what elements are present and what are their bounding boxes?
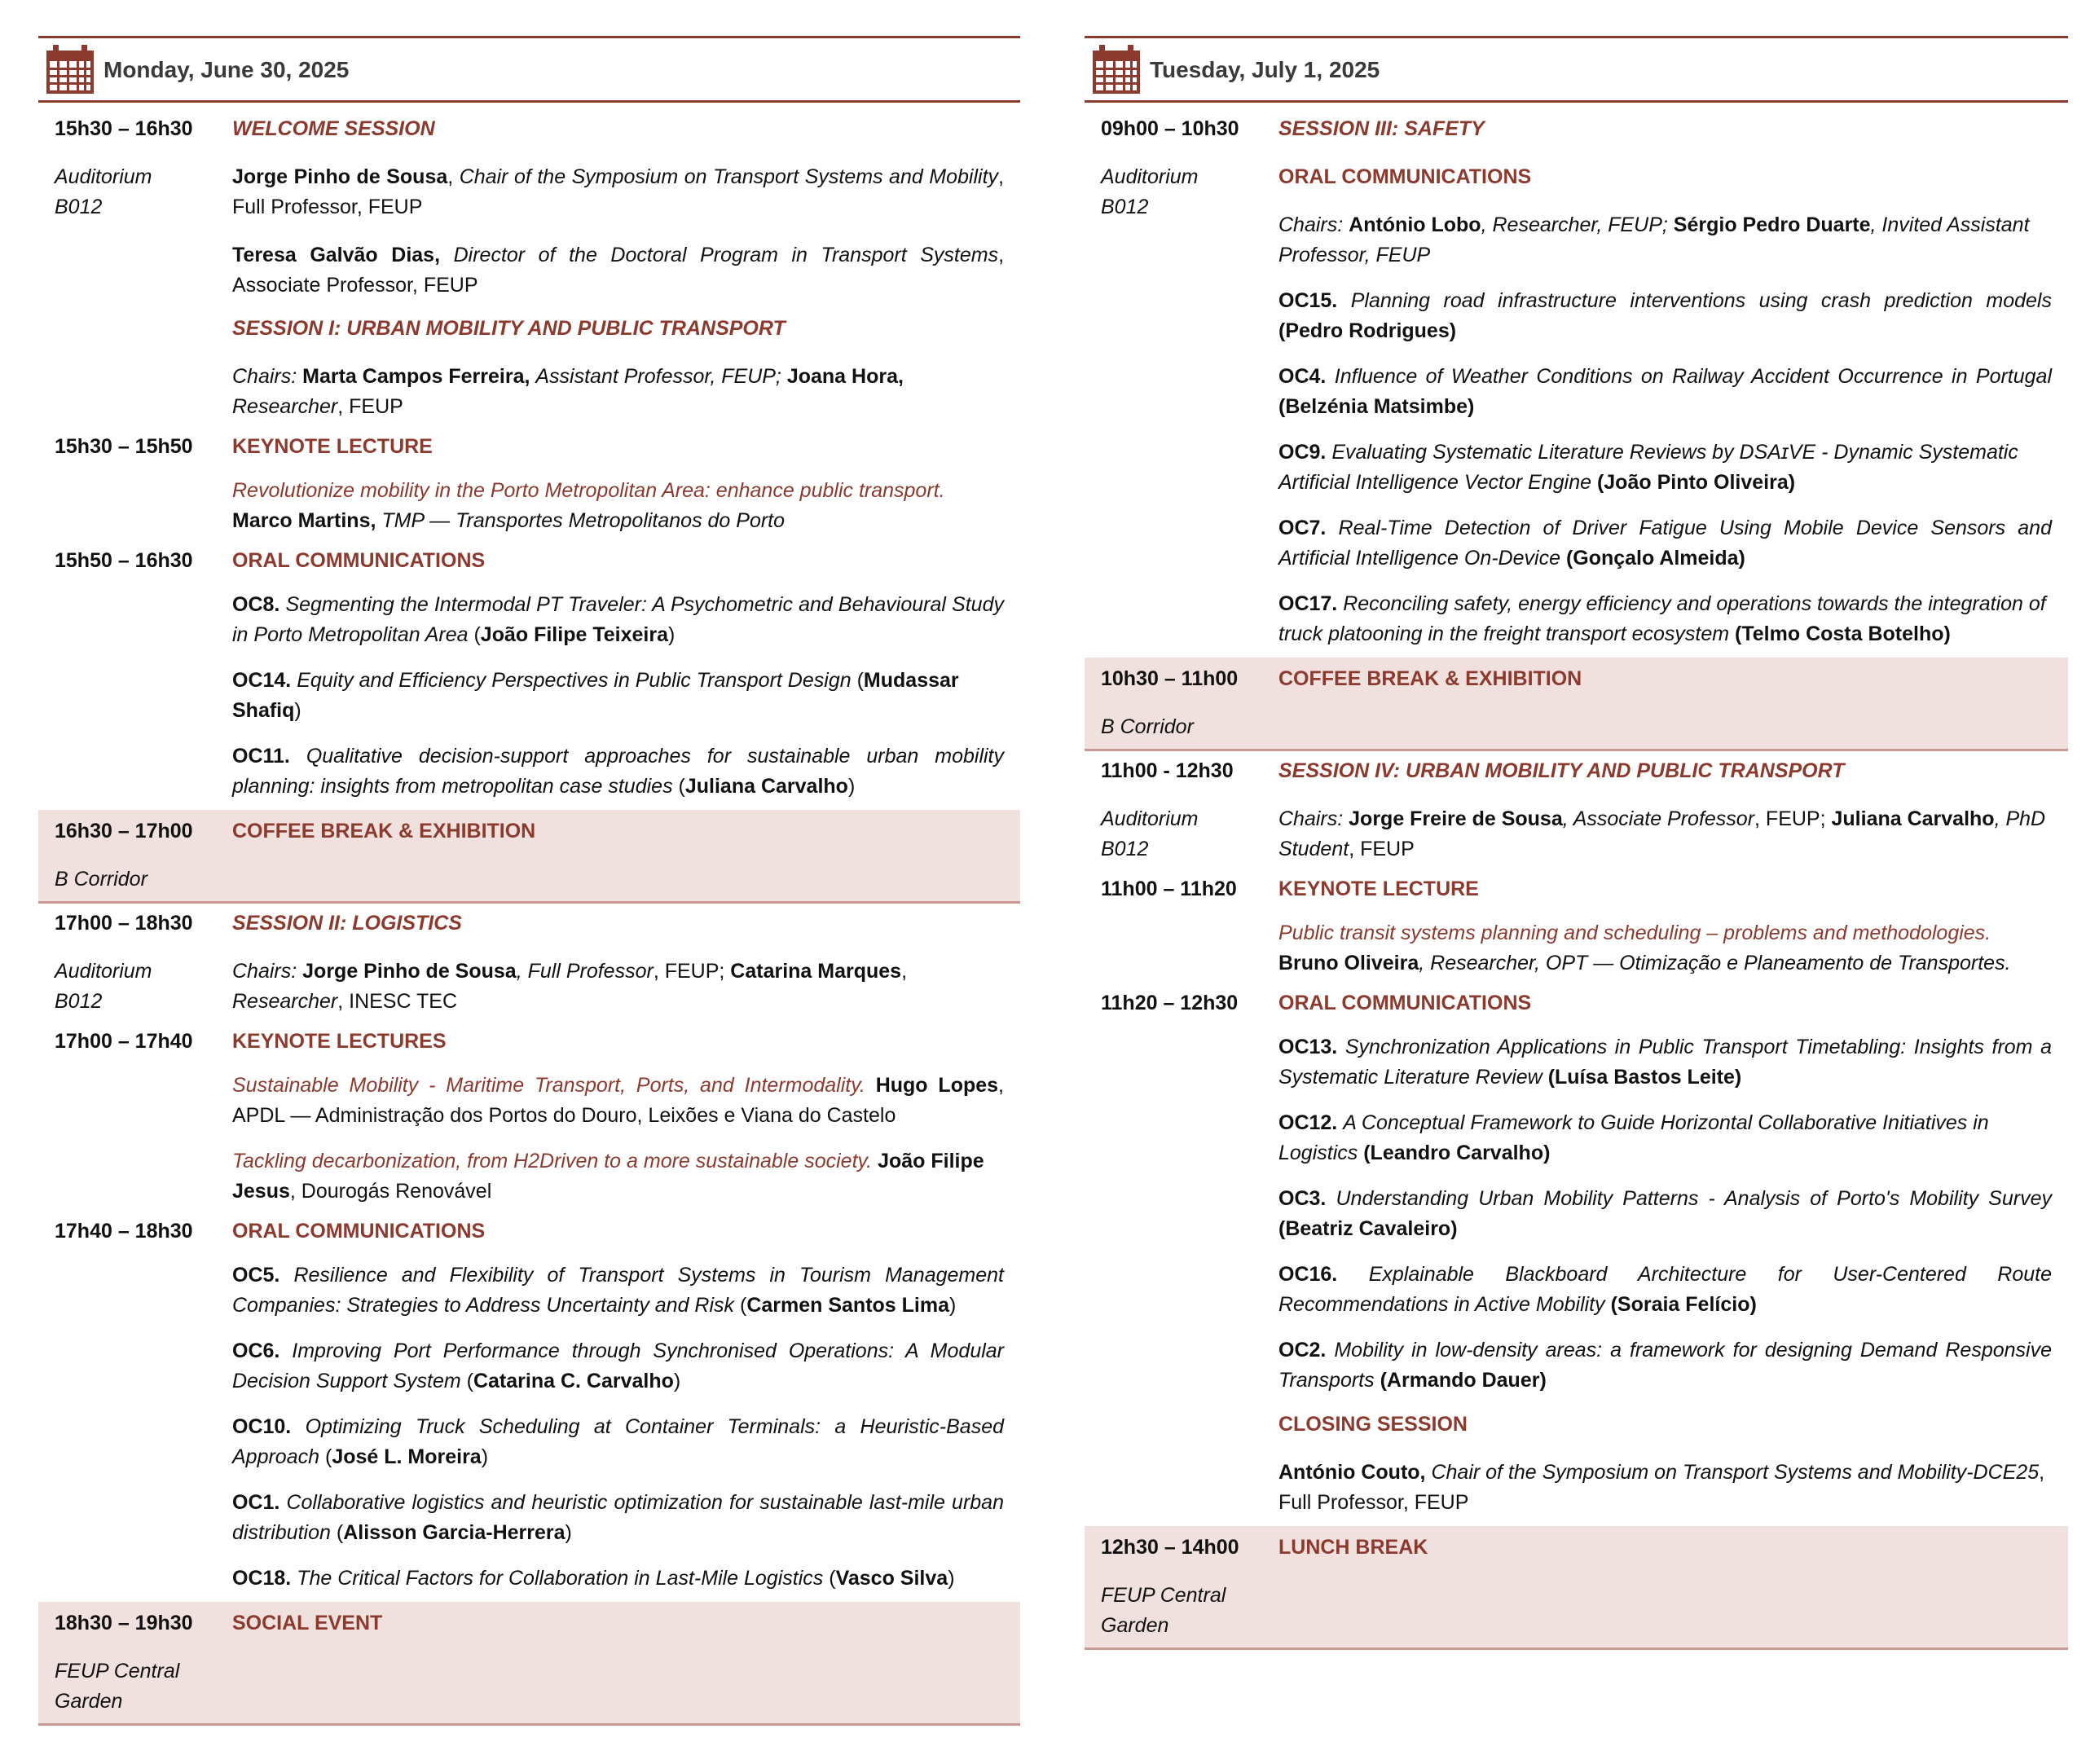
venue: Auditorium B012 (55, 165, 152, 218)
venue: B Corridor (1101, 715, 1194, 738)
time-slot: 15h50 – 16h30 (55, 549, 193, 572)
monday-column (38, 36, 1020, 1726)
oral-item: OC1. Collaborative logistics and heuristic optimization for sustainable last-mile urban distribution (Alisson Garcia-Herrera) (232, 1491, 1004, 1544)
calendar-icon (46, 45, 94, 94)
section-heading: SOCIAL EVENT (232, 1612, 383, 1634)
time-slot: 17h00 – 17h40 (55, 1030, 193, 1053)
time-slot: 17h40 – 18h30 (55, 1220, 193, 1243)
venue: FEUP Central Garden (1101, 1584, 1226, 1637)
section-heading: LUNCH BREAK (1278, 1536, 1428, 1559)
time-slot: 11h00 - 12h30 (1101, 759, 1234, 782)
time-slot: 10h30 – 11h00 (1101, 667, 1239, 690)
venue: Auditorium B012 (1101, 165, 1199, 218)
chairs-line: Chairs: António Lobo, Researcher, FEUP; Sérgio Pedro Duarte, Invited Assistant Professor, FEUP (1278, 213, 2030, 266)
oral-item: OC15. Planning road infrastructure interventions using crash prediction models (Pedro Rodrigues) (1278, 289, 2052, 342)
section-heading: ORAL COMMUNICATIONS (232, 549, 486, 572)
session-heading: SESSION I: URBAN MOBILITY AND PUBLIC TRANSPORT (232, 317, 786, 340)
section-heading: KEYNOTE LECTURE (232, 435, 433, 458)
oral-item: OC7. Real-Time Detection of Driver Fatigue Using Mobile Device Sensors and Artificial Intelligence On-Device (Gonçalo Almeida) (1278, 517, 2052, 570)
chairs-line: Chairs: Jorge Pinho de Sousa, Full Professor, FEUP; Catarina Marques, Researcher, INESC TEC (232, 960, 908, 1013)
time-slot: 11h20 – 12h30 (1101, 992, 1239, 1014)
section-heading: CLOSING SESSION (1278, 1413, 1468, 1436)
speaker-entry: Jorge Pinho de Sousa, Chair of the Symposium on Transport Systems and Mobility, Full Professor, FEUP (232, 165, 1004, 218)
keynote-talk: Sustainable Mobility - Maritime Transport, Ports, and Intermodality. Hugo Lopes, APDL — Administração dos Portos do Douro, Leixões e Viana do Castelo (232, 1074, 1004, 1127)
oral-item: OC5. Resilience and Flexibility of Transport Systems in Tourism Management Companies: Strategies to Address Uncertainty and Risk (Carmen Santos Lima) (232, 1264, 1004, 1317)
keynote-talk: Revolutionize mobility in the Porto Metropolitan Area: enhance public transport. Marco Martins, TMP — Transportes Metropolitanos do Porto (232, 479, 945, 532)
oral-communications-block (38, 1212, 1020, 1599)
time-slot: 17h00 – 18h30 (55, 912, 193, 935)
venue: Auditorium B012 (1101, 807, 1199, 860)
keynotes-block (38, 1022, 1020, 1212)
oral-item: OC8. Segmenting the Intermodal PT Traveler: A Psychometric and Behavioural Study in Porto Metropolitan Area (João Filipe Teixeira) (232, 593, 1004, 646)
social-event-block (38, 1602, 1020, 1726)
speaker-entry: Teresa Galvão Dias, Director of the Doctoral Program in Transport Systems, Associate Professor, FEUP (232, 244, 1005, 297)
oral-item: OC3. Understanding Urban Mobility Patterns - Analysis of Porto's Mobility Survey (Beatriz Cavaleiro) (1278, 1187, 2052, 1240)
oral-item: OC6. Improving Port Performance through Synchronised Operations: A Modular Decision Support System (Catarina C. Carvalho) (232, 1339, 1005, 1392)
session-heading: SESSION IV: URBAN MOBILITY AND PUBLIC TRANSPORT (1278, 759, 1845, 782)
section-heading: KEYNOTE LECTURE (1278, 878, 1479, 900)
day-title: Tuesday, July 1, 2025 (1150, 56, 1380, 82)
coffee-break-block (38, 810, 1020, 904)
session-3-block (1085, 109, 2068, 654)
venue: FEUP Central Garden (55, 1660, 180, 1713)
oral-item: OC4. Influence of Weather Conditions on Railway Accident Occurrence in Portugal (Belzénia Matsimbe) (1278, 365, 2053, 418)
calendar-icon (1093, 45, 1140, 94)
session-4-block (1085, 751, 2068, 869)
day-title: Monday, June 30, 2025 (103, 56, 350, 82)
oral-item: OC13. Synchronization Applications in Public Transport Timetabling: Insights from a Systematic Literature Review (Luísa Bastos Leite) (1278, 1036, 2052, 1089)
keynote-block (38, 427, 1020, 541)
oral-communications-block (38, 541, 1020, 807)
chairs-line: Chairs: Jorge Freire de Sousa, Associate Professor, FEUP; Juliana Carvalho, PhD Student, FEUP (1278, 807, 2046, 860)
time-slot: 18h30 – 19h30 (55, 1612, 193, 1634)
time-slot: 15h30 – 15h50 (55, 435, 193, 458)
section-heading: ORAL COMMUNICATIONS (1278, 165, 1532, 188)
keynote-talk: Public transit systems planning and scheduling – problems and methodologies. Bruno Oliveira, Researcher, OPT — Otimização e Planeamento de Transportes. (1278, 922, 2011, 974)
closing-speaker: António Couto, Chair of the Symposium on Transport Systems and Mobility-DCE25, Full Professor, FEUP (1278, 1461, 2045, 1514)
time-slot: 16h30 – 17h00 (55, 820, 193, 842)
coffee-break-block (1085, 658, 2068, 751)
time-slot: 11h00 – 11h20 (1101, 878, 1237, 900)
oral-item: OC11. Qualitative decision-support approaches for sustainable urban mobility planning: insights from metropolitan case studies (Juliana Carvalho) (232, 745, 1004, 798)
section-heading: COFFEE BREAK & EXHIBITION (232, 820, 536, 842)
session-heading: SESSION III: SAFETY (1278, 117, 1485, 140)
oral-item: OC18. The Critical Factors for Collaboration in Last-Mile Logistics (Vasco Silva) (232, 1567, 955, 1590)
session-2-block (38, 904, 1020, 1022)
oral-communications-block (1085, 983, 2068, 1523)
welcome-session-block (38, 109, 1020, 427)
oral-item: OC17. Reconciling safety, energy efficiency and operations towards the integration of truck platooning in the freight transport ecosystem (Telmo Costa Botelho) (1278, 592, 2046, 645)
time-slot: 15h30 – 16h30 (55, 117, 193, 140)
day-header-monday (38, 36, 1020, 103)
keynote-talk: Tackling decarbonization, from H2Driven to a more sustainable society. João Filipe Jesus, Dourogás Renovável (232, 1150, 984, 1203)
chairs-line: Chairs: Marta Campos Ferreira, Assistant Professor, FEUP; Joana Hora, Researcher, FEUP (232, 365, 904, 418)
section-heading: COFFEE BREAK & EXHIBITION (1278, 667, 1582, 690)
time-slot: 12h30 – 14h00 (1101, 1536, 1239, 1559)
lunch-break-block (1085, 1526, 2068, 1650)
tuesday-column (1085, 36, 2068, 1650)
day-header-tuesday (1085, 36, 2068, 103)
section-heading: KEYNOTE LECTURES (232, 1030, 447, 1053)
oral-item: OC2. Mobility in low-density areas: a framework for designing Demand Responsive Transports (Armando Dauer) (1278, 1339, 2052, 1392)
section-heading: ORAL COMMUNICATIONS (232, 1220, 486, 1243)
oral-item: OC12. A Conceptual Framework to Guide Horizontal Collaborative Initiatives in Logistics (Leandro Carvalho) (1278, 1111, 1989, 1164)
oral-item: OC14. Equity and Efficiency Perspectives in Public Transport Design (Mudassar Shafiq) (232, 669, 959, 722)
session-heading: WELCOME SESSION (232, 117, 435, 140)
time-slot: 09h00 – 10h30 (1101, 117, 1239, 140)
section-heading: ORAL COMMUNICATIONS (1278, 992, 1532, 1014)
venue: B Corridor (55, 868, 147, 891)
venue: Auditorium B012 (55, 960, 152, 1013)
keynote-block (1085, 869, 2068, 983)
oral-item: OC9. Evaluating Systematic Literature Reviews by DSAɪVE - Dynamic Systematic Artificial Intelligence Vector Engine (João Pinto Oliveira) (1278, 441, 2018, 494)
oral-item: OC16. Explainable Blackboard Architecture for User-Centered Route Recommendations in Active Mobility (Soraia Felício) (1278, 1263, 2052, 1316)
session-heading: SESSION II: LOGISTICS (232, 912, 462, 935)
oral-item: OC10. Optimizing Truck Scheduling at Container Terminals: a Heuristic-Based Approach (José L. Moreira) (232, 1415, 1004, 1468)
